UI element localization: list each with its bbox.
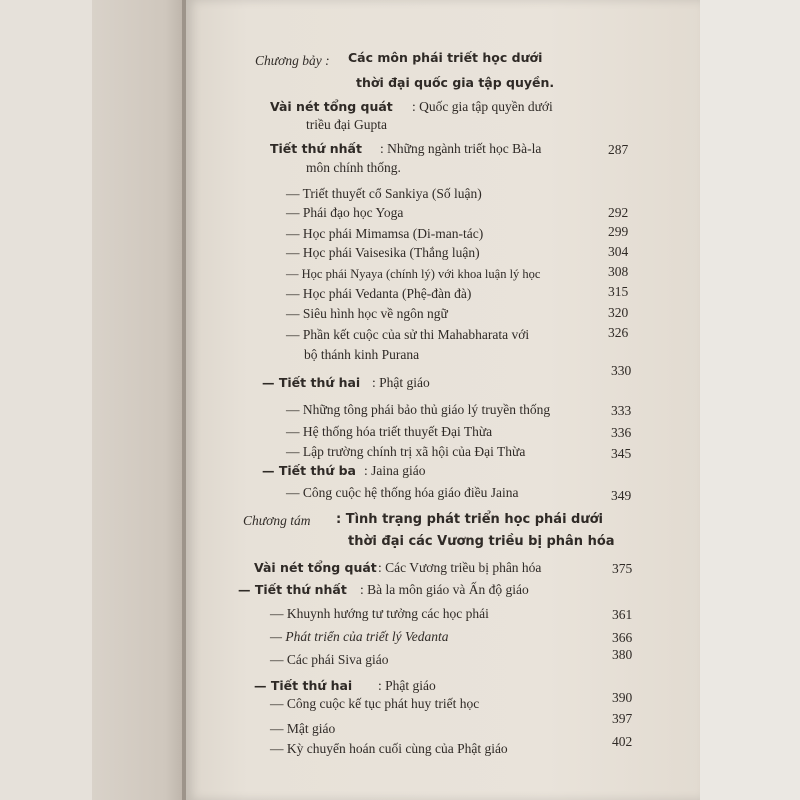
toc-entry: — Học phái Nyaya (chính lý) với khoa luận lý học xyxy=(286,267,541,281)
chapter-8-section-1-label: — Tiết thứ nhất xyxy=(238,582,347,597)
chapter-8-section-1-text: : Bà la môn giáo và Ấn độ giáo xyxy=(360,582,529,597)
chapter-8-title-line-1: : Tình trạng phát triển học phái dưới xyxy=(336,512,604,527)
chapter-7-title-line-1: Các môn phái triết học dưới xyxy=(348,50,543,65)
toc-entry-page: 330 xyxy=(611,363,632,378)
toc-entry: — Học phái Mimamsa (Di-man-tác) xyxy=(286,226,484,241)
toc-entry-page: 349 xyxy=(611,488,632,503)
background-edge xyxy=(700,0,800,800)
toc-entry-page: 390 xyxy=(612,690,633,705)
toc-entry-page: 366 xyxy=(612,630,633,645)
section-1-label: Tiết thứ nhất xyxy=(270,141,362,156)
toc-entry: — Hệ thống hóa triết thuyết Đại Thừa xyxy=(286,424,493,439)
toc-entry-page: 315 xyxy=(608,284,629,299)
toc-entry: — Học phái Vaisesika (Thắng luận) xyxy=(286,245,480,260)
section-2-label: — Tiết thứ hai xyxy=(262,375,361,390)
toc-entry: — Kỳ chuyển hoán cuối cùng của Phật giáo xyxy=(270,741,508,756)
toc-entry-page: 333 xyxy=(611,403,632,418)
section-1-page: 287 xyxy=(608,142,629,157)
toc-entry: — Học phái Vedanta (Phệ-đàn đà) xyxy=(286,286,472,301)
toc-entry: — Những tông phái bảo thủ giáo lý truyền thống xyxy=(286,402,551,417)
toc-entry: — Phát triển của triết lý Vedanta xyxy=(270,629,449,644)
toc-entry-page: 402 xyxy=(612,734,633,749)
toc-entry: — Mật giáo xyxy=(270,721,336,736)
toc-entry-page: 308 xyxy=(608,264,629,279)
toc-entry: — Lập trường chính trị xã hội của Đại Thừa xyxy=(286,444,526,459)
toc-entry-page: 380 xyxy=(612,647,633,662)
chapter-8-title-line-2: thời đại các Vương triều bị phân hóa xyxy=(348,534,615,549)
toc-entry-page: 345 xyxy=(611,446,632,461)
toc-entry-page: 361 xyxy=(612,607,633,622)
toc-entry: — Triết thuyết cổ Sankiya (Số luận) xyxy=(286,186,482,201)
toc-entry: — Siêu hình học về ngôn ngữ xyxy=(286,306,448,321)
toc-entry-page: 397 xyxy=(612,711,633,726)
toc-entry: — Phái đạo học Yoga xyxy=(286,205,404,220)
toc-entry: — Phần kết cuộc của sử thi Mahabharata với xyxy=(286,327,530,342)
toc-entry-continuation: bộ thánh kinh Purana xyxy=(304,347,420,362)
overview-1-label: Vài nét tổng quát xyxy=(270,99,393,114)
section-2-text: : Phật giáo xyxy=(372,375,430,390)
overview-2-text: : Các Vương triều bị phân hóa xyxy=(378,560,542,575)
toc-entry-page: 299 xyxy=(608,224,629,239)
section-3-text: : Jaina giáo xyxy=(364,463,426,478)
toc-entry-page: 320 xyxy=(608,305,629,320)
section-1-text-line-1: : Những ngành triết học Bà-la xyxy=(380,141,542,156)
chapter-7-prefix: Chương bảy : xyxy=(255,53,330,68)
toc-entry: — Công cuộc kế tục phát huy triết học xyxy=(270,696,480,711)
toc-entry-page: 326 xyxy=(608,325,629,340)
toc-entry-page: 304 xyxy=(608,244,629,259)
chapter-8-section-2-text: : Phật giáo xyxy=(378,678,436,693)
chapter-8-section-2-label: — Tiết thứ hai xyxy=(254,678,353,693)
toc-entry: — Các phái Siva giáo xyxy=(270,652,389,667)
section-1-text-line-2: môn chính thống. xyxy=(306,160,401,175)
chapter-8-prefix: Chương tám xyxy=(243,513,311,528)
overview-1-text-line-2: triều đại Gupta xyxy=(306,117,387,132)
chapter-7-title-line-2: thời đại quốc gia tập quyền. xyxy=(356,75,555,90)
toc-entry: — Công cuộc hệ thống hóa giáo điều Jaina xyxy=(286,485,519,500)
section-3-label: — Tiết thứ ba xyxy=(262,463,356,478)
overview-2-label: Vài nét tổng quát xyxy=(254,560,377,575)
toc-entry-page: 336 xyxy=(611,425,632,440)
overview-2-page: 375 xyxy=(612,561,633,576)
left-page-edge xyxy=(92,0,184,800)
toc-entry: — Khuynh hướng tư tưởng các học phái xyxy=(270,606,489,621)
overview-1-text-line-1: : Quốc gia tập quyền dưới xyxy=(412,99,553,114)
toc-entry-page: 292 xyxy=(608,205,629,220)
